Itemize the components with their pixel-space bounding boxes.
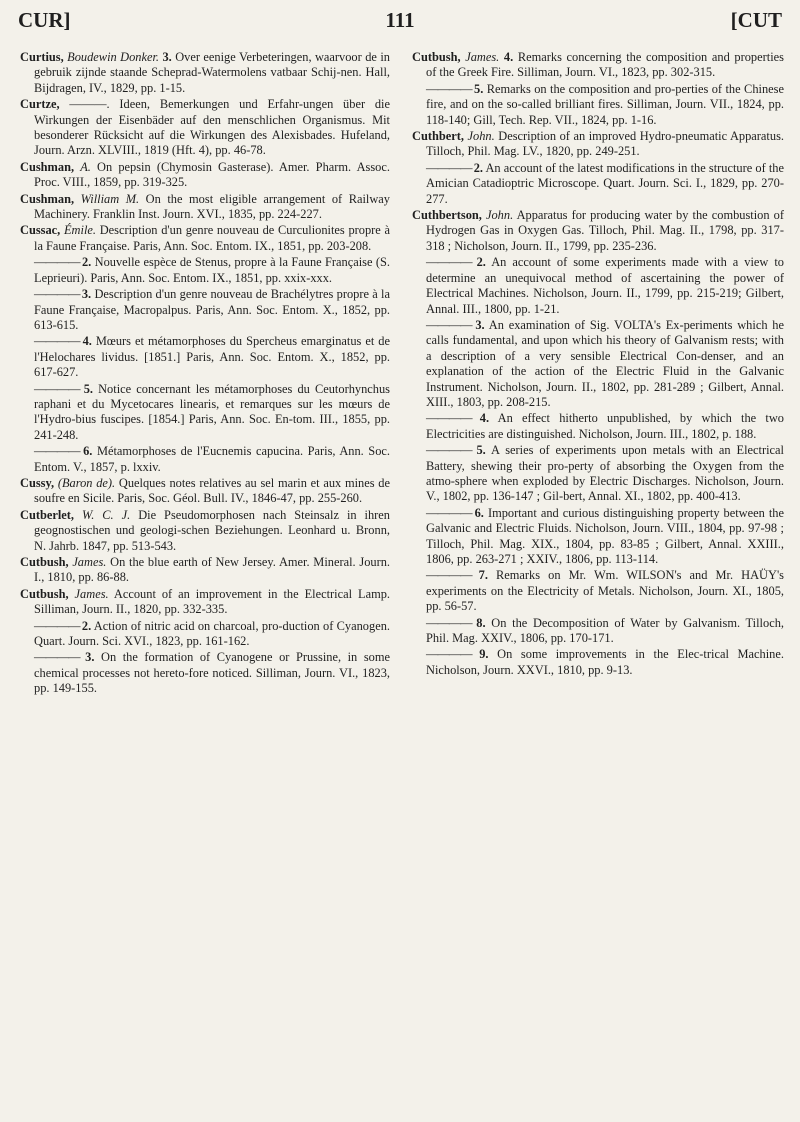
entry-text: An account of some experiments made with a view to determine an unequivocal method of ascertaining the power of Electrical Machines. Nicholson, Journ. II., 1799, pp. 215-219; Gilbert, Annal. III., 1800, pp. 1-21. (426, 255, 784, 316)
entry-text: On pepsin (Chymosin Gasterase). Amer. Pharm. Assoc. Proc. VIII., 1859, pp. 319-325. (34, 159, 390, 190)
author-surname: Curtze, (20, 97, 60, 112)
bibliography-entry (412, 50, 784, 81)
author-surname: Curtius, (20, 50, 64, 64)
bibliography-entry (412, 616, 784, 647)
bibliography-entry (20, 255, 390, 286)
ditto-dash: ———— (34, 444, 84, 459)
bibliography-entry (412, 208, 784, 254)
entry-text: On some improvements in the Elec-trical Machine. Nicholson, Journ. XXVI., 1810, pp. 9-13. (426, 647, 784, 677)
entry-number: 2. (476, 255, 486, 270)
entry-text: On the Decomposition of Water by Galvanism. Tilloch, Phil. Mag. XXIV., 1806, pp. 170-171. (426, 615, 784, 646)
entry-number: 6. (474, 505, 484, 520)
bibliography-entry (412, 318, 784, 410)
entry-text: An effect hitherto unpublished, by which the two Electricities are distinguished. Nicholson, Journ. III., 1802, p. 188. (426, 411, 784, 441)
author-given-name: Boudewin Donker. (67, 50, 160, 64)
entry-text: On the most eligible arrangement of Railway Machinery. Franklin Inst. Journ. XVI., 1835, pp. 224-227. (34, 191, 390, 222)
page-number: 111 (385, 8, 415, 32)
bibliography-entry (20, 160, 390, 191)
entry-number: 5. (476, 443, 486, 458)
entry-text: Description of an improved Hydro-pneumatic Apparatus. Tilloch, Phil. Mag. LV., 1820, pp. 249-251. (426, 129, 784, 159)
header-right-key: [CUT (730, 8, 782, 32)
entry-number: 8. (476, 615, 486, 630)
ditto-dash: ———— (426, 411, 480, 426)
bibliography-entry (20, 97, 390, 159)
entry-number: 5. (83, 381, 93, 396)
entry-text: Quelques notes relatives au sel marin et aux mines de soufre en Sicile. Paris, Soc. Géol. Bull. IV., 1846-47, pp. 255-260. (34, 475, 390, 506)
entry-number: 6. (83, 444, 93, 459)
bibliography-entry (20, 476, 390, 507)
bibliography-entry (412, 82, 784, 128)
ditto-dash: ———— (426, 160, 474, 175)
bibliography-entry (20, 192, 390, 223)
bibliography-entry (412, 506, 784, 568)
bibliography-entry (20, 287, 390, 333)
ditto-dash: ———— (426, 568, 479, 583)
ditto-dash: ———— (426, 615, 477, 630)
bibliography-entry (20, 587, 390, 618)
author-given-name: James. (74, 586, 109, 601)
entry-number: 2. (81, 255, 92, 270)
entry-text: On the formation of Cyanogene or Prussine, in some chemical processes not hereto-fore noticed. Silliman, Journ. VI., 1823, pp. 149-155. (34, 650, 390, 696)
author-given-name: John. (467, 129, 495, 144)
bibliography-entry (412, 255, 784, 317)
bibliography-entry (20, 223, 390, 254)
bibliography-entry (412, 647, 784, 678)
entry-text: Remarks on the composition and pro-perties of the Chinese fire, and on the so-called brilliant fires. Silliman, Journ. VII., 1824, pp. 118-140; Gill, Tech. Rep. VII., 1824, pp. 1-16. (426, 81, 784, 127)
author-surname: Cussac, (20, 223, 61, 238)
ditto-dash: ———— (34, 255, 82, 270)
entry-text: Notice concernant les métamorphoses du Ceutorhynchus raphani et du Mycetocares linearis, et remarques sur les mœurs de l'Hydro-bius fuscipes. [1854.] Paris, Ann. Soc. En-tom. III., 1855, pp. 241-248. (34, 381, 390, 442)
header-left-key: CUR] (18, 8, 71, 32)
author-given-name: James. (465, 50, 500, 64)
entry-text: Over eenige Verbeteringen, waarvoor de in gebruik zijnde staande Scheprad-Watermolens vatbaar Schij-nen. Hall, Bijdragen, IV., 1829, pp. 1-15. (34, 50, 390, 95)
bibliography-entry (20, 619, 390, 650)
entry-text: Métamorphoses de l'Eucnemis capucina. Paris, Ann. Soc. Entom. V., 1857, p. lxxiv. (34, 444, 390, 474)
entry-text: An examination of Sig. VOLTA's Ex-periments which he calls fundamental, and upon which his theory of Galvanism rests; with a description of a very sensible Electrical Con-denser, and an explanation of the action of the Electric Fluid in the Galvanic Instrument. Nicholson, Journ. II., 1802, pp. 281-289 ; Gilbert, Annal. XIII., 1803, pp. 208-215. (426, 317, 784, 409)
entry-number: 3. (475, 317, 485, 332)
author-surname: Cuthbert, (412, 129, 464, 144)
entry-number: 4. (82, 334, 92, 349)
author-given-name: W. C. J. (82, 507, 131, 522)
ditto-dash: ———— (426, 255, 477, 270)
bibliography-entry (20, 444, 390, 475)
author-surname: Cutbush, (20, 555, 69, 569)
bibliography-entry (412, 568, 784, 614)
entry-text: Nouvelle espèce de Stenus, propre à la Faune Française (S. Leprieuri). Paris, Ann. Soc. Entom. IX., 1851, pp. xxix-xxx. (34, 255, 390, 285)
entry-text: Description d'un genre nouveau de Brachélytres propre à la Faune Française, Macropalpus. Paris, Ann. Soc. Entom. X., 1852, pp. 613-615. (34, 287, 390, 332)
entry-text: ———. Ideen, Bemerkungen und Erfahr-ungen über die Wirkungen der Eisenbäder auf den menschlichen Organismus. Mit besonderer Rücksicht auf die Wirkungen des Alexisbades. Hufeland, Journ. Arzn. XLVIII., 1819 (Hft. 4), pp. 46-78. (34, 97, 390, 158)
entry-number: 9. (479, 647, 489, 662)
author-surname: Cushman, (20, 159, 75, 174)
author-given-name: John. (485, 208, 514, 223)
right-column (412, 50, 784, 679)
ditto-dash: ———— (34, 650, 86, 665)
ditto-dash: ———— (426, 443, 477, 458)
entry-text: An account of the latest modifications in the structure of the Amician Catadioptric Microscope. Quart. Journ. Sci. I., 1829, pp. 270-277. (426, 160, 784, 206)
entry-text: On the blue earth of New Jersey. Amer. Mineral. Journ. I., 1810, pp. 86-88. (34, 555, 391, 585)
bibliography-entry (20, 382, 390, 444)
entry-number: 3. (162, 50, 172, 64)
ditto-dash: ———— (426, 505, 475, 520)
ditto-dash: ———— (426, 647, 480, 662)
bibliography-entry (20, 555, 390, 586)
entry-number: 2. (81, 618, 92, 633)
author-surname: Cussy, (20, 475, 55, 490)
bibliography-entry (20, 50, 390, 96)
entry-number: 5. (474, 81, 484, 96)
ditto-dash: ———— (34, 334, 83, 349)
ditto-dash: ———— (426, 81, 474, 96)
bibliography-entry (20, 650, 390, 696)
entry-text: Action of nitric acid on charcoal, pro-duction of Cyanogen. Quart. Journ. Sci. XVI., 1823, pp. 161-162. (34, 618, 390, 649)
entry-number: 4. (503, 50, 514, 64)
author-given-name: William M. (80, 191, 140, 206)
entry-text: Die Pseudomorphosen nach Steinsalz in ihren geognostischen und geologi-schen Beziehungen. Leonhard u. Bronn, N. Jahrb. 1847, pp. 513-543. (34, 507, 391, 553)
bibliography-entry (412, 443, 784, 505)
entry-text: Description d'un genre nouveau de Curculionites propre à la Faune Française. Paris, Ann. Soc. Entom. IX., 1851, pp. 203-208. (34, 223, 390, 253)
entry-text: Apparatus for producing water by the combustion of Hydrogen Gas in Oxygen Gas. Tilloch, Phil. Mag. II., 1798, pp. 317-318 ; Nicholson, Journ. II., 1799, pp. 235-236. (426, 208, 784, 253)
entry-text: Important and curious distinguishing property between the Galvanic and Electric Fluids. Nicholson, Journ. VIII., 1804, pp. 97-98 ; Tilloch, Phil. Mag. XIX., 1804, pp. 83-85 ; Gilbert, Annal. XXIII., 1806, pp. 263-271 ; XXIV., 1806, pp. 113-114. (426, 505, 784, 566)
entry-text: Remarks concerning the composition and properties of the Greek Fire. Silliman, Journ. VI., 1823, pp. 302-315. (426, 50, 784, 80)
author-given-name: A. (80, 159, 91, 174)
entry-number: 2. (473, 160, 484, 175)
ditto-dash: ———— (426, 317, 476, 332)
left-column (20, 50, 390, 698)
bibliography-entry (412, 129, 784, 160)
entry-number: 7. (478, 568, 488, 583)
bibliography-entry (412, 411, 784, 442)
author-given-name: James. (72, 555, 107, 569)
ditto-dash: ———— (34, 618, 82, 633)
bibliography-entry (412, 161, 784, 207)
entry-text: Mœurs et métamorphoses du Spercheus emarginatus et de l'Helochares lividus. [1851.] Paris, Ann. Soc. Entom. X., 1852, pp. 617-627. (34, 334, 390, 380)
ditto-dash: ———— (34, 287, 82, 302)
author-surname: Cutbush, (20, 586, 69, 601)
entry-number: 3. (85, 650, 95, 665)
entry-text: A series of experiments upon metals with an Electrical Battery, shewing their pro-perty of absorbing the Oxygen from the atmo-sphere when exploded by Electric Discharges. Nicholson, Journ. V., 1802, pp. 136-147 ; Gil-bert, Annal. XI., 1802, pp. 400-413. (426, 443, 784, 504)
author-given-name: (Baron de). (57, 475, 116, 490)
author-surname: Cushman, (20, 191, 75, 206)
bibliography-entry (20, 334, 390, 380)
running-header (18, 8, 782, 42)
bibliography-entry (20, 508, 390, 554)
author-surname: Cuthbertson, (412, 208, 482, 223)
author-given-name: Émile. (63, 223, 96, 238)
entry-text: Remarks on Mr. Wm. WILSON's and Mr. HAÜY's experiments on the Electricity of Metals. Nicholson, Journ. XI., 1805, pp. 56-57. (426, 568, 784, 614)
entry-number: 4. (479, 411, 490, 426)
entry-number: 3. (81, 287, 92, 302)
author-surname: Cutberlet, (20, 507, 75, 522)
author-surname: Cutbush, (412, 50, 461, 64)
entry-text: Account of an improvement in the Electrical Lamp. Silliman, Journ. II., 1820, pp. 332-335. (34, 586, 390, 617)
ditto-dash: ———— (34, 381, 84, 396)
